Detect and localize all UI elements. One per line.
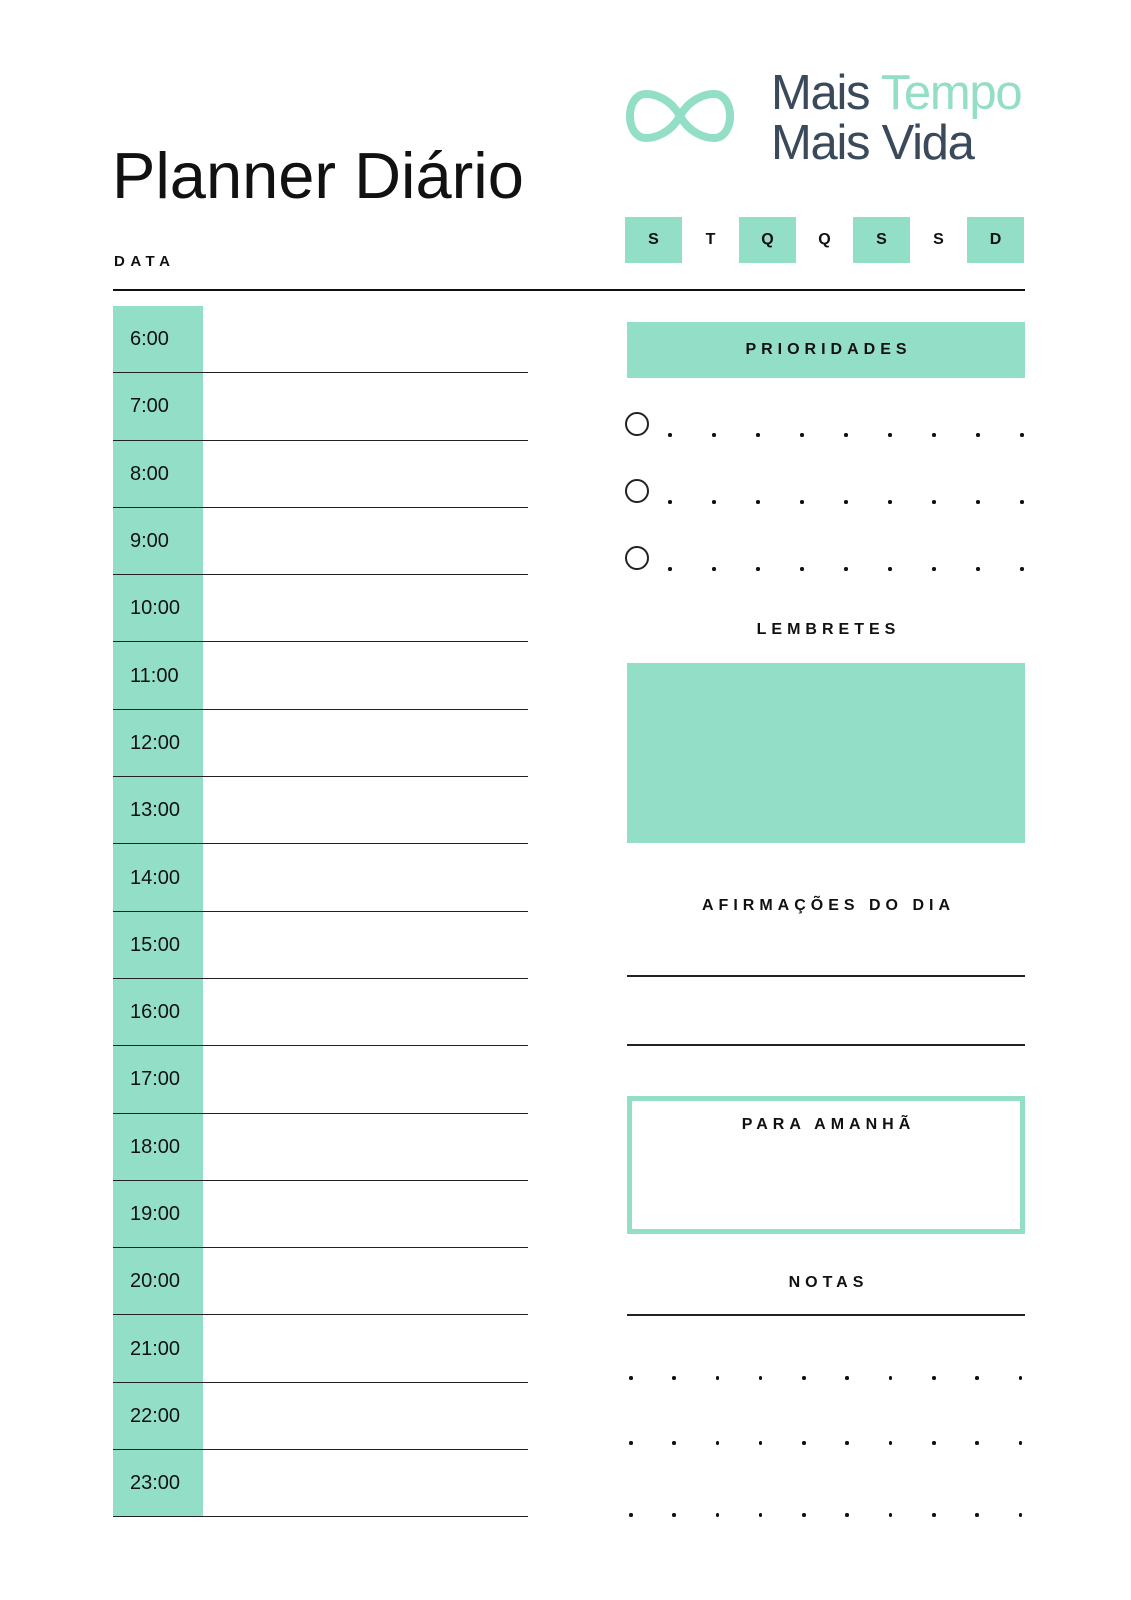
dot	[932, 433, 936, 437]
time-slot-label: 10:00	[130, 597, 181, 620]
notes-heading: NOTAS	[788, 1274, 869, 1291]
notes-divider	[627, 1314, 1025, 1316]
time-slot-label: 11:00	[130, 664, 179, 687]
notes-dotted-line[interactable]	[629, 1513, 1022, 1517]
weekday-item[interactable]: Q	[739, 217, 796, 263]
affirmation-line[interactable]	[627, 975, 1025, 977]
brand-word-tempo: Tempo	[880, 66, 1022, 120]
weekday-item[interactable]: S	[625, 217, 682, 263]
dot	[932, 1376, 936, 1380]
time-slot-label: 22:00	[130, 1404, 181, 1427]
dot	[1019, 1441, 1023, 1445]
hourly-schedule	[113, 306, 528, 1517]
dot	[1019, 1376, 1023, 1380]
dot	[672, 1376, 676, 1380]
dot	[672, 1513, 676, 1517]
weekday-item[interactable]: D	[967, 217, 1024, 263]
priorities-header: PRIORIDADES	[627, 322, 1025, 378]
dot	[976, 500, 980, 504]
time-slot-entry[interactable]	[203, 441, 528, 507]
dot	[932, 500, 936, 504]
time-slot-cell	[113, 1383, 203, 1449]
dot	[844, 433, 848, 437]
dot	[976, 433, 980, 437]
time-slot-entry[interactable]	[203, 912, 528, 978]
dot	[802, 1376, 806, 1380]
time-slot-label: 14:00	[130, 866, 181, 889]
time-slot-entry[interactable]	[203, 306, 528, 372]
weekday-item[interactable]: S	[933, 231, 944, 248]
dot	[844, 567, 848, 571]
reminders-heading: LEMBRETES	[756, 621, 901, 638]
time-slot-cell	[113, 575, 203, 641]
weekday-item[interactable]: S	[853, 217, 910, 263]
time-slot-cell	[113, 508, 203, 574]
priority-checkbox[interactable]	[625, 412, 649, 436]
time-slot-label: 20:00	[130, 1270, 181, 1293]
time-slot-cell	[113, 1248, 203, 1314]
time-slot-entry[interactable]	[203, 1383, 528, 1449]
time-slot-cell	[113, 306, 203, 372]
time-slot-row	[113, 710, 528, 777]
time-slot-label: 21:00	[130, 1337, 181, 1360]
time-slot-cell	[113, 441, 203, 507]
dot	[845, 1441, 849, 1445]
time-slot-label: 23:00	[130, 1472, 181, 1495]
time-slot-cell	[113, 979, 203, 1045]
dot	[1019, 1513, 1023, 1517]
dot	[672, 1441, 676, 1445]
time-slot-cell	[113, 912, 203, 978]
time-slot-cell	[113, 710, 203, 776]
dot	[889, 1376, 893, 1380]
time-slot-label: 12:00	[130, 731, 181, 754]
dot	[668, 500, 672, 504]
dot	[756, 433, 760, 437]
time-slot-label: 7:00	[130, 395, 169, 418]
time-slot-cell	[113, 1114, 203, 1180]
time-slot-entry[interactable]	[203, 1248, 528, 1314]
time-slot-row	[113, 575, 528, 642]
time-slot-cell	[113, 1315, 203, 1381]
weekday-item[interactable]: Q	[818, 231, 831, 248]
priority-checkbox[interactable]	[625, 546, 649, 570]
dot	[716, 1376, 720, 1380]
time-slot-entry[interactable]	[203, 1315, 528, 1381]
time-slot-label: 16:00	[130, 1001, 181, 1024]
brand-line-2: Mais Vida	[771, 116, 974, 170]
dot	[1020, 433, 1024, 437]
time-slot-row	[113, 1383, 528, 1450]
dot	[1020, 500, 1024, 504]
infinity-icon	[624, 86, 736, 146]
header-divider	[113, 289, 1025, 291]
time-slot-row	[113, 373, 528, 440]
dot	[889, 1513, 893, 1517]
dot	[976, 567, 980, 571]
priority-item	[625, 546, 1025, 613]
affirmations-heading: AFIRMAÇÕES DO DIA	[702, 897, 955, 914]
priority-item	[625, 412, 1025, 479]
dot	[800, 500, 804, 504]
brand-word-mais: Mais	[771, 66, 870, 120]
dot	[888, 500, 892, 504]
priority-item	[625, 479, 1025, 546]
dot	[932, 1513, 936, 1517]
time-slot-row	[113, 441, 528, 508]
time-slot-cell	[113, 844, 203, 910]
page-title: Planner Diário	[112, 139, 524, 212]
dot	[759, 1441, 763, 1445]
brand-line-1	[771, 68, 1021, 118]
dot	[716, 1513, 720, 1517]
time-slot-label: 18:00	[130, 1135, 181, 1158]
time-slot-label: 15:00	[130, 933, 181, 956]
time-slot-row	[113, 912, 528, 979]
brand-logo-text	[771, 68, 1021, 168]
dot	[712, 500, 716, 504]
dot	[668, 433, 672, 437]
time-slot-row	[113, 508, 528, 575]
time-slot-label: 17:00	[130, 1068, 181, 1091]
priority-dotted-line[interactable]	[668, 567, 1024, 571]
dot	[932, 567, 936, 571]
dot	[800, 567, 804, 571]
affirmation-line[interactable]	[627, 1044, 1025, 1046]
dot	[668, 567, 672, 571]
dot	[975, 1513, 979, 1517]
weekday-item[interactable]: T	[705, 231, 716, 248]
time-slot-row	[113, 1248, 528, 1315]
dot	[759, 1513, 763, 1517]
time-slot-entry[interactable]	[203, 508, 528, 574]
notes-dotted-line[interactable]	[629, 1441, 1022, 1445]
time-slot-row	[113, 1450, 528, 1517]
time-slot-label: 13:00	[130, 799, 181, 822]
notes-dotted-line[interactable]	[629, 1376, 1022, 1380]
dot	[712, 567, 716, 571]
time-slot-row	[113, 1046, 528, 1113]
dot	[629, 1441, 633, 1445]
time-slot-entry[interactable]	[203, 373, 528, 439]
dot	[888, 567, 892, 571]
dot	[712, 433, 716, 437]
time-slot-row	[113, 1181, 528, 1248]
time-slot-row	[113, 844, 528, 911]
dot	[845, 1376, 849, 1380]
dot	[802, 1441, 806, 1445]
dot	[845, 1513, 849, 1517]
time-slot-cell	[113, 1181, 203, 1247]
time-slot-cell	[113, 1450, 203, 1516]
dot	[844, 500, 848, 504]
date-label: DATA	[114, 253, 176, 270]
dot	[932, 1441, 936, 1445]
time-slot-entry[interactable]	[203, 1046, 528, 1112]
time-slot-cell	[113, 642, 203, 708]
time-slot-cell	[113, 777, 203, 843]
priority-checkbox[interactable]	[625, 479, 649, 503]
time-slot-entry[interactable]	[203, 710, 528, 776]
dot	[975, 1376, 979, 1380]
time-slot-row	[113, 306, 528, 373]
priority-dotted-line[interactable]	[668, 433, 1024, 437]
dot	[756, 500, 760, 504]
time-slot-cell	[113, 373, 203, 439]
time-slot-row	[113, 1315, 528, 1382]
time-slot-entry[interactable]	[203, 575, 528, 641]
time-slot-entry[interactable]	[203, 844, 528, 910]
time-slot-entry[interactable]	[203, 1450, 528, 1516]
time-slot-label: 19:00	[130, 1203, 181, 1225]
dot	[759, 1376, 763, 1380]
dot	[889, 1441, 893, 1445]
time-slot-entry[interactable]	[203, 1114, 528, 1180]
dot	[800, 433, 804, 437]
priorities-list	[625, 412, 1025, 613]
dot	[629, 1376, 633, 1380]
time-slot-cell	[113, 1046, 203, 1112]
reminders-area[interactable]	[627, 663, 1025, 843]
tomorrow-area[interactable]	[627, 1096, 1025, 1234]
time-slot-label: 9:00	[130, 530, 169, 553]
dot	[1020, 567, 1024, 571]
time-slot-row	[113, 777, 528, 844]
time-slot-row	[113, 1114, 528, 1181]
time-slot-row	[113, 979, 528, 1046]
time-slot-row	[113, 642, 528, 709]
time-slot-entry[interactable]	[203, 979, 528, 1045]
time-slot-entry[interactable]	[203, 1181, 528, 1247]
time-slot-entry[interactable]	[203, 642, 528, 708]
weekday-selector	[625, 217, 1024, 263]
tomorrow-heading: PARA AMANHÃ	[741, 1116, 916, 1133]
time-slot-label: 6:00	[130, 328, 169, 351]
dot	[888, 433, 892, 437]
priority-dotted-line[interactable]	[668, 500, 1024, 504]
dot	[629, 1513, 633, 1517]
dot	[802, 1513, 806, 1517]
dot	[716, 1441, 720, 1445]
time-slot-entry[interactable]	[203, 777, 528, 843]
dot	[975, 1441, 979, 1445]
dot	[756, 567, 760, 571]
time-slot-label: 8:00	[130, 462, 169, 485]
